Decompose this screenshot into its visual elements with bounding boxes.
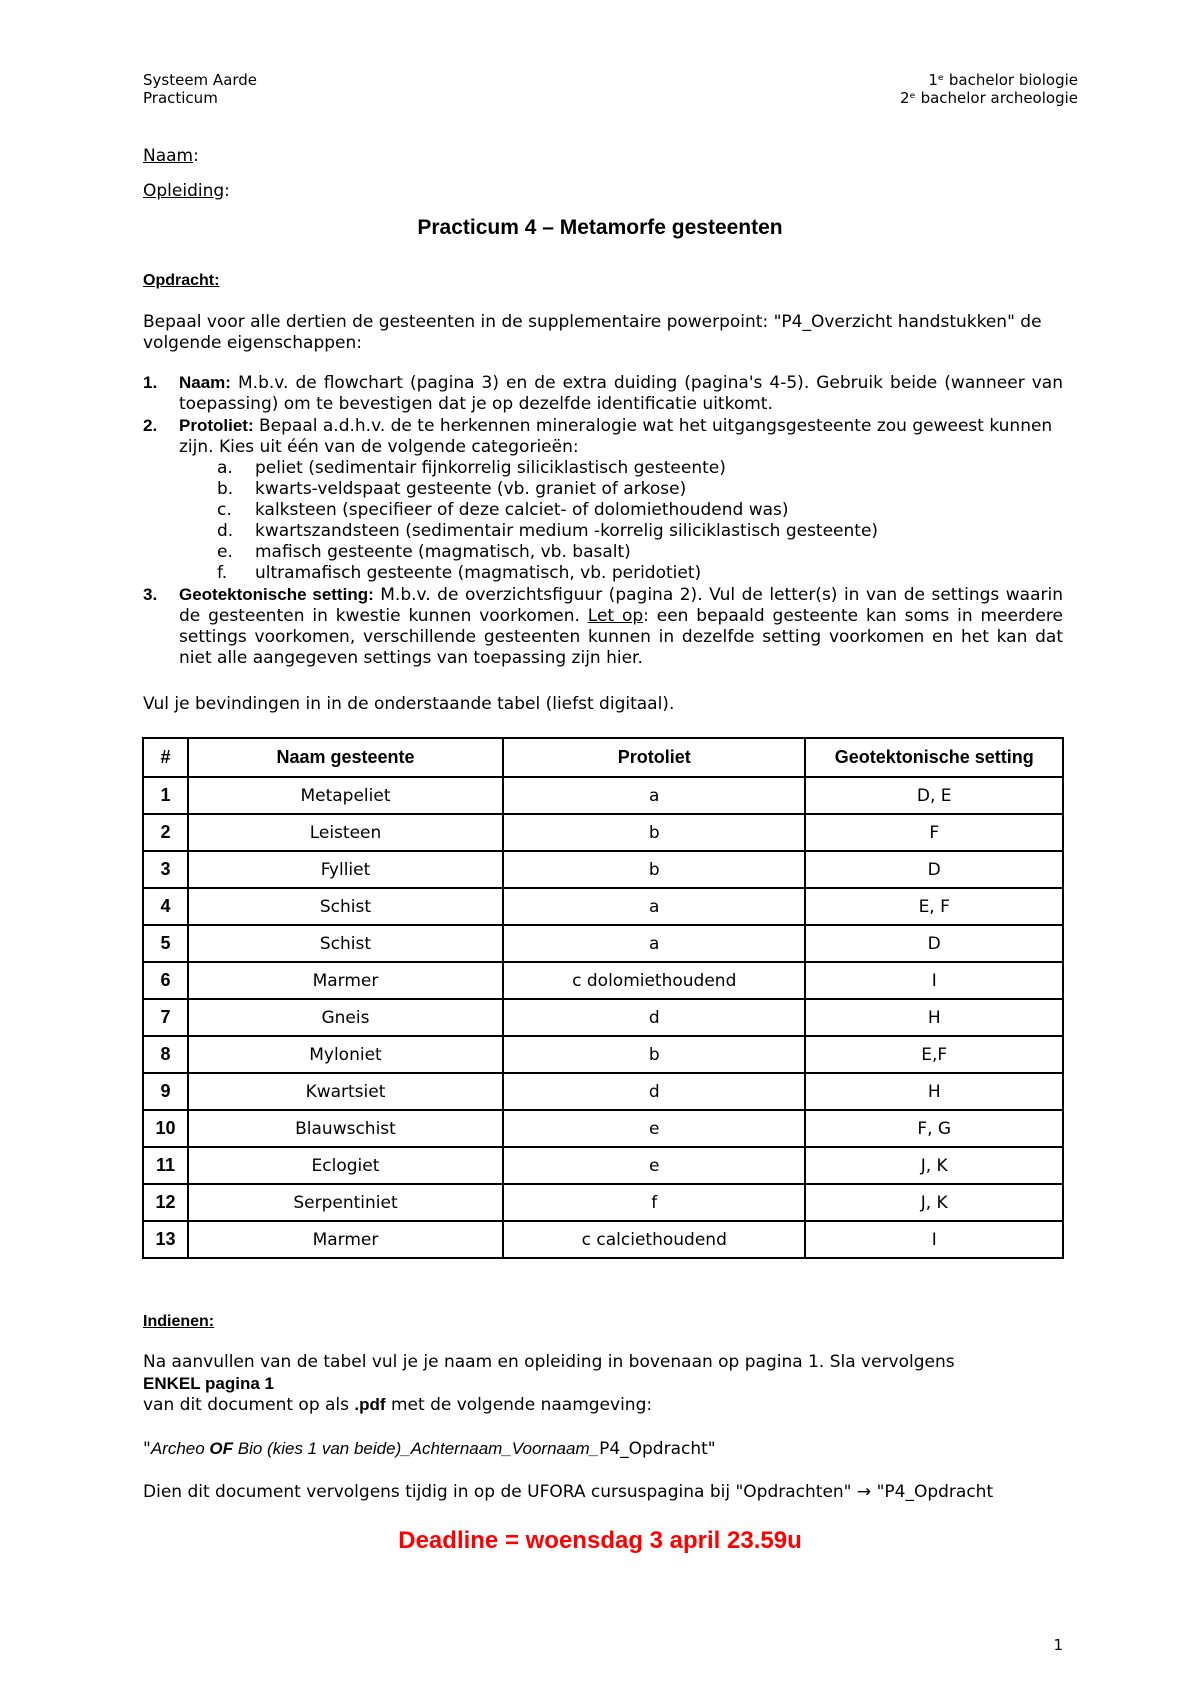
table-row (143, 777, 1063, 814)
indienen-line3-b: met de volgende naamgeving: (385, 1395, 653, 1415)
category-item (217, 542, 1063, 563)
col-header-naam: Naam gesteente (188, 738, 503, 777)
cell-num: 1 (143, 777, 188, 814)
submit-instruction (143, 1482, 993, 1502)
cell-naam[interactable]: Metapeliet (188, 777, 503, 814)
category-item (217, 458, 1063, 479)
cell-naam[interactable]: Schist (188, 925, 503, 962)
col-header-setting: Geotektonische setting (805, 738, 1063, 777)
header-left (143, 71, 257, 107)
results-table (142, 737, 1064, 1259)
cell-setting[interactable]: E, F (805, 888, 1063, 925)
cell-protoliet[interactable]: f (503, 1184, 805, 1221)
cell-setting[interactable]: F (805, 814, 1063, 851)
category-text: kalksteen (specifieer of deze calciet- of dolomiethoudend was) (255, 500, 789, 520)
cell-protoliet[interactable]: c calciethoudend (503, 1221, 805, 1258)
opleiding-label: Opleiding (143, 181, 225, 201)
item-text: Bepaal a.d.h.v. de te herkennen mineralogie wat het uitgangsgesteente zou geweest kunnen zijn. Kies uit één van de volgende categorieën: (179, 416, 1053, 457)
cell-num: 4 (143, 888, 188, 925)
course-name: Systeem Aarde (143, 71, 258, 89)
cell-setting[interactable]: I (805, 962, 1063, 999)
cell-naam[interactable]: Fylliet (188, 851, 503, 888)
cell-setting[interactable]: J, K (805, 1147, 1063, 1184)
opdracht-intro: Bepaal voor alle dertien de gesteenten in de supplementaire powerpoint: "P4_Overzicht handstukken" de volgende eigenschappen: (143, 312, 1042, 353)
category-letter: a. (217, 458, 233, 478)
table-body (143, 777, 1063, 1258)
cell-setting[interactable]: J, K (805, 1184, 1063, 1221)
cell-num: 7 (143, 999, 188, 1036)
naam-colon: : (193, 146, 199, 166)
cell-setting[interactable]: D (805, 851, 1063, 888)
instruction-item-setting (143, 584, 1063, 669)
cell-protoliet[interactable]: d (503, 1073, 805, 1110)
table-row (143, 1221, 1063, 1258)
item-text-cont: : een bepaald gesteente kan soms in meerdere settings voorkomen, verschillende gesteenten kunnen in dezelfde setting voorkomen en het kan dat niet alle aangegeven settings van toepassing zijn hier. (179, 606, 1063, 668)
indienen-line3 (143, 1394, 1063, 1416)
cell-naam[interactable]: Serpentiniet (188, 1184, 503, 1221)
cell-num: 5 (143, 925, 188, 962)
item-text: M.b.v. de flowchart (pagina 3) en de extra duiding (pagina's 4-5). Gebruik beide (wanneer van toepassing) om te bevestigen dat je op dezelfde identificatie uitkomt. (179, 373, 1063, 414)
instruction-item-protoliet (143, 415, 1063, 458)
cell-protoliet[interactable]: a (503, 888, 805, 925)
item-label: Naam: (179, 373, 231, 392)
cell-naam[interactable]: Leisteen (188, 814, 503, 851)
instruction-list (143, 372, 1063, 669)
page-number: 1 (1053, 1636, 1063, 1654)
item-label: Geotektonische setting: (179, 585, 374, 604)
cell-naam[interactable]: Blauwschist (188, 1110, 503, 1147)
category-letter: c. (217, 500, 232, 520)
table-intro: Vul je bevindingen in in de onderstaande tabel (liefst digitaal). (143, 694, 675, 714)
cell-protoliet[interactable]: c dolomiethoudend (503, 962, 805, 999)
cell-setting[interactable]: I (805, 1221, 1063, 1258)
category-item (217, 521, 1063, 542)
table-row (143, 888, 1063, 925)
program-biologie: 1ᵉ bachelor biologie (928, 71, 1078, 89)
submit-text-b: "P4_Opdracht (871, 1482, 994, 1502)
item-text: M.b.v. de overzichtsfiguur (pagina 2). Vul de letter(s) in van de settings waarin de gesteenten in kwestie kunnen voorkomen. (179, 585, 1063, 626)
category-letter: d. (217, 521, 234, 541)
filename-of: OF (209, 1439, 234, 1458)
cell-protoliet[interactable]: b (503, 851, 805, 888)
cell-setting[interactable]: E,F (805, 1036, 1063, 1073)
page-title: Practicum 4 – Metamorfe gesteenten (417, 216, 783, 239)
table-row (143, 1036, 1063, 1073)
table-row (143, 1147, 1063, 1184)
cell-naam[interactable]: Marmer (188, 1221, 503, 1258)
category-text: mafisch gesteente (magmatisch, vb. basalt) (255, 542, 631, 562)
cell-num: 3 (143, 851, 188, 888)
cell-protoliet[interactable]: d (503, 999, 805, 1036)
category-text: peliet (sedimentair fijnkorrelig siliciklastisch gesteente) (255, 458, 726, 478)
category-item (217, 479, 1063, 500)
table-row (143, 1073, 1063, 1110)
let-op: Let op (587, 606, 644, 626)
indienen-line3-a: van dit document op als (143, 1395, 355, 1415)
table-row (143, 999, 1063, 1036)
program-archeologie: 2ᵉ bachelor archeologie (900, 89, 1078, 107)
filename-end: P4_Opdracht" (599, 1439, 716, 1459)
cell-protoliet[interactable]: a (503, 925, 805, 962)
category-item (217, 563, 1063, 584)
cell-num: 8 (143, 1036, 188, 1073)
category-text: kwartszandsteen (sedimentair medium -korrelig siliciklastisch gesteente) (255, 521, 879, 541)
cell-num: 12 (143, 1184, 188, 1221)
opdracht-heading: Opdracht: (143, 272, 220, 289)
opleiding-field[interactable] (143, 181, 230, 201)
quote-open: " (143, 1439, 151, 1459)
category-letter: f. (217, 563, 228, 583)
indienen-line1: Na aanvullen van de tabel vul je je naam en opleiding in bovenaan op pagina 1. Sla vervolgens (143, 1352, 955, 1372)
filename-format (143, 1439, 716, 1459)
cell-setting[interactable]: H (805, 1073, 1063, 1110)
table-row (143, 851, 1063, 888)
pdf-label: .pdf (354, 1395, 386, 1414)
indienen-line2: ENKEL pagina 1 (143, 1374, 274, 1393)
course-part: Practicum (143, 89, 218, 107)
naam-label: Naam (143, 146, 194, 166)
cell-naam[interactable]: Gneis (188, 999, 503, 1036)
item-label: Protoliet: (179, 416, 254, 435)
table-header-row (143, 738, 1063, 777)
cell-num: 2 (143, 814, 188, 851)
category-list-wrapper (143, 458, 1063, 584)
cell-setting[interactable]: H (805, 999, 1063, 1036)
instruction-item-naam (143, 372, 1063, 415)
cell-naam[interactable]: Kwartsiet (188, 1073, 503, 1110)
filename-rest: Bio (kies 1 van beide)_Achternaam_Voornaam_ (233, 1439, 600, 1458)
header-right (900, 71, 1078, 107)
cell-protoliet[interactable]: e (503, 1110, 805, 1147)
cell-naam[interactable]: Myloniet (188, 1036, 503, 1073)
cell-num: 13 (143, 1221, 188, 1258)
cell-setting[interactable]: F, G (805, 1110, 1063, 1147)
category-letter: e. (217, 542, 233, 562)
table-row (143, 1184, 1063, 1221)
cell-num: 10 (143, 1110, 188, 1147)
cell-naam[interactable]: Marmer (188, 962, 503, 999)
cell-naam[interactable]: Eclogiet (188, 1147, 503, 1184)
cell-num: 9 (143, 1073, 188, 1110)
col-header-protoliet: Protoliet (503, 738, 805, 777)
category-letter: b. (217, 479, 234, 499)
category-list (143, 458, 1063, 584)
cell-protoliet[interactable]: b (503, 814, 805, 851)
cell-protoliet[interactable]: e (503, 1147, 805, 1184)
cell-protoliet[interactable]: b (503, 1036, 805, 1073)
naam-field[interactable] (143, 146, 199, 166)
table-row (143, 925, 1063, 962)
item-number: 3. (143, 585, 158, 604)
table-row (143, 1110, 1063, 1147)
opleiding-colon: : (224, 181, 230, 201)
category-text: ultramafisch gesteente (magmatisch, vb. peridotiet) (255, 563, 702, 583)
cell-num: 6 (143, 962, 188, 999)
cell-setting[interactable]: D (805, 925, 1063, 962)
indienen-heading: Indienen: (143, 1313, 215, 1330)
arrow-icon: → (856, 1482, 872, 1502)
cell-setting[interactable]: D, E (805, 777, 1063, 814)
cell-num: 11 (143, 1147, 188, 1184)
cell-naam[interactable]: Schist (188, 888, 503, 925)
item-number: 1. (143, 373, 158, 392)
submit-text-a: Dien dit document vervolgens tijdig in op de UFORA cursuspagina bij "Opdrachten" (143, 1482, 857, 1502)
category-item (217, 500, 1063, 521)
item-number: 2. (143, 416, 158, 435)
deadline: Deadline = woensdag 3 april 23.59u (398, 1527, 802, 1554)
indienen-text (143, 1352, 1063, 1416)
table-row (143, 962, 1063, 999)
category-text: kwarts-veldspaat gesteente (vb. graniet of arkose) (255, 479, 687, 499)
cell-protoliet[interactable]: a (503, 777, 805, 814)
table-row (143, 814, 1063, 851)
filename-archeo: Archeo (150, 1439, 210, 1458)
col-header-num: # (143, 738, 188, 777)
